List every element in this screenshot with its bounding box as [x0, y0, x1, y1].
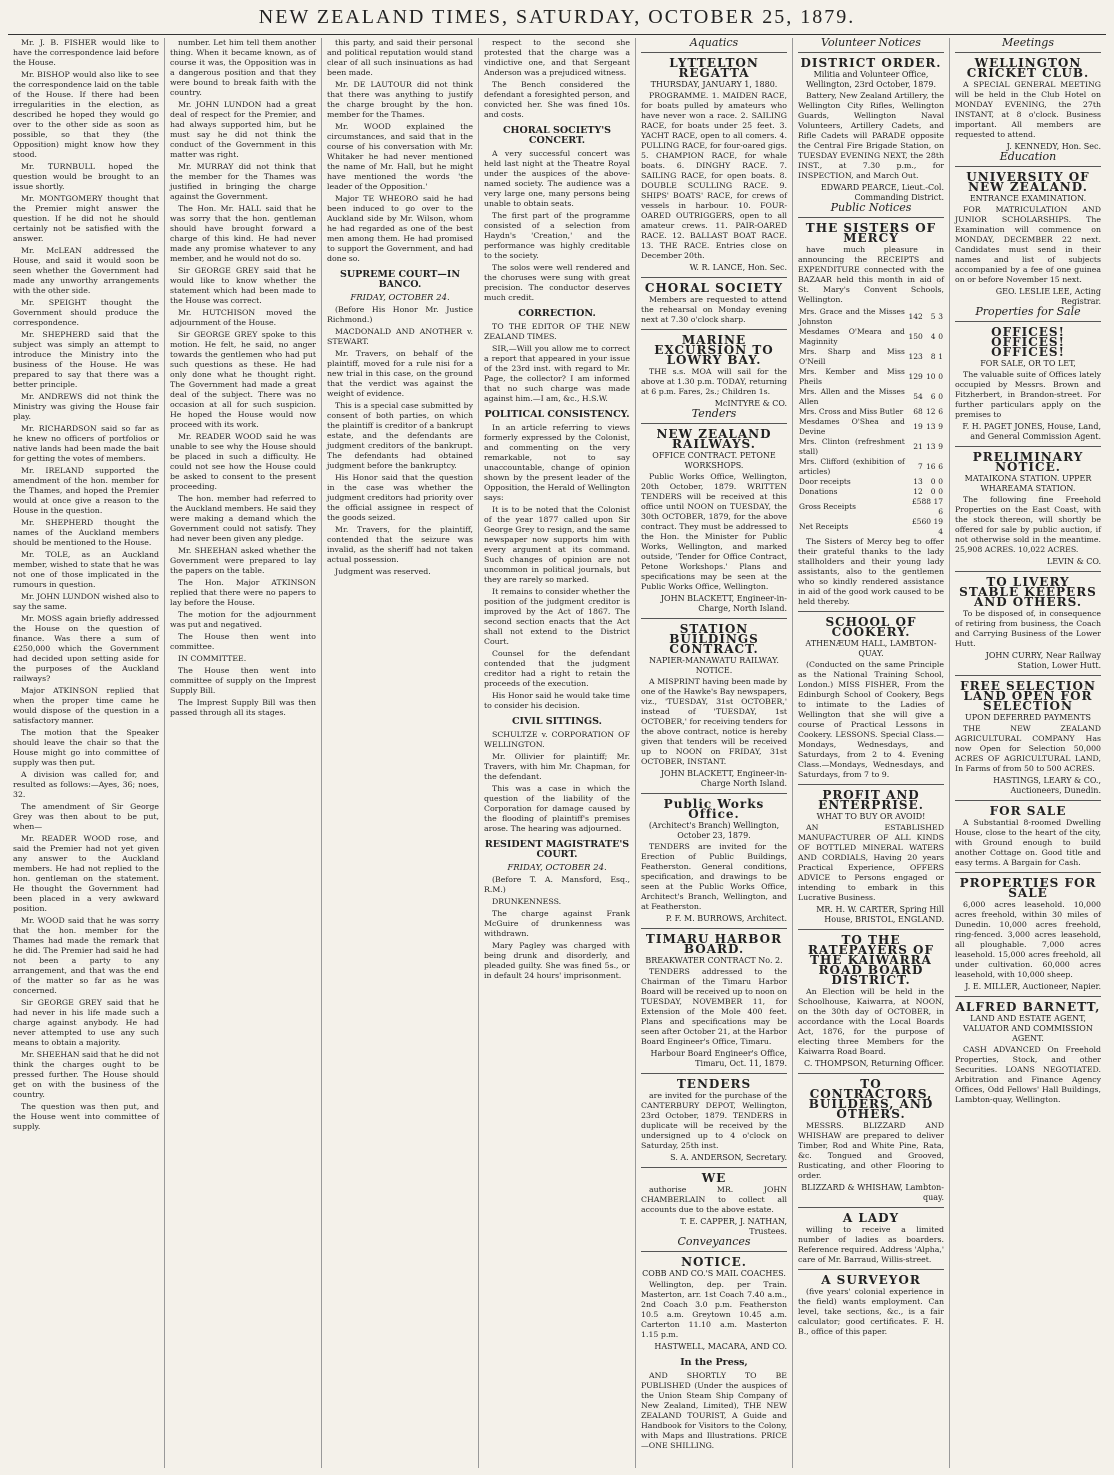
- accounts-cell: 13: [913, 477, 923, 486]
- tender-advertisement-subheading: NAPIER-MANAWATU RAILWAY. NOTICE.: [649, 656, 779, 675]
- resident-magistrate-paragraph: Mary Pagley was charged with being drunk and disorderly, and pleaded guilty. She was fined 5s., or in default 24 hours' imprisonment.: [484, 941, 630, 980]
- report-paragraph: Mr. SHEPHERD thought the names of the Auckland members should be mentioned to the House.: [13, 518, 159, 547]
- correction-paragraph: TO THE EDITOR OF THE NEW ZEALAND TIMES.: [484, 322, 630, 341]
- accounts-cell: Mrs. Cross and Miss Butler: [799, 407, 904, 416]
- meeting-advertisement-signature: J. KENNEDY, Hon. Sec.: [1006, 142, 1101, 151]
- contractors-advertisement-text: MESSRS. BLIZZARD AND WHISHAW are prepared to deliver Timber, Rod and White Pine, Rata, &c. Tongued and Grooved, Rusticating, and other Flooring to order.: [798, 1121, 944, 1180]
- accounts-cell: 9: [938, 442, 943, 451]
- political-consistency-paragraph: It remains to consider whether the position of the judgment creditor is improved by the Act of 1867. The second section enacts that the Act shall not extend to the District Court.: [484, 587, 630, 646]
- conveyance-advertisement-heading: NOTICE.: [681, 1255, 747, 1269]
- section-heading-public-notices: Public Notices: [830, 201, 912, 214]
- tender-advertisement: [641, 423, 787, 614]
- tender-advertisement-signature: Harbour Board Engineer's Office, Timaru, Oct. 11, 1879.: [650, 1049, 787, 1068]
- property-advertisement-subheading: UPON DEFERRED PAYMENTS: [965, 713, 1091, 722]
- conveyance-advertisement-text: Wellington, dep. per Train. Masterton, arr. 1st Coach 7.40 a.m., 2nd Coach 3.0 p.m. Featherston 10.5 a.m. Greytown 10.45 a.m. Carterton 11.10 a.m. Masterton 1.15 p.m.: [641, 1280, 787, 1339]
- property-advertisement: [955, 446, 1101, 567]
- property-advertisement-heading: TO LIVERY STABLE KEEPERS AND OTHERS.: [959, 575, 1097, 609]
- column-2: [164, 38, 321, 1468]
- report-paragraph: Mr. WOOD said that he was sorry that the hon. member for the Thames had made the remark that he did. The Premier had said he had not been a party to any arrangement, and that was the end of the matter so far as he was concerned.: [13, 916, 159, 995]
- property-advertisement-heading: ALFRED BARNETT,: [955, 1000, 1101, 1014]
- choral-concert-paragraph: The first part of the programme consisted of a selection from Haydn's 'Creation,' and the performance was highly creditable to the society.: [484, 211, 630, 260]
- accounts-cell: 0: [930, 477, 936, 486]
- accounts-cell: 6: [938, 462, 943, 471]
- section-heading-properties: Properties for Sale: [975, 305, 1081, 318]
- accounts-cell: 6: [930, 392, 936, 401]
- contractors-advertisement: [798, 1073, 944, 1203]
- report-paragraph: The motion for the adjournment was put and negatived.: [170, 610, 316, 629]
- accounts-cell: Mrs. Kember and Miss Pheils: [799, 367, 905, 386]
- court-paragraph: (Before His Honor Mr. Justice Richmond.): [327, 305, 473, 324]
- meeting-advertisement-text: A SPECIAL GENERAL MEETING will be held in the Club Hotel on MONDAY EVENING, the 27th INSTANT, at 8 o'clock. Business important. All members are requested to attend.: [955, 80, 1101, 139]
- column-4: [478, 38, 635, 1468]
- aquatics-advertisement: [641, 52, 787, 273]
- report-paragraph: Sir GEORGE GREY said that he had never in his life made such a charge against anybody. He had never attempted to use any such means to obtain a majority.: [13, 998, 159, 1047]
- cookery-advertisement: [798, 611, 944, 780]
- tender-advertisement-heading: Public Works Office.: [663, 797, 765, 821]
- choral-concert-paragraph: The solos were well rendered and the choruses were sung with great precision. The conductor deserves much credit.: [484, 263, 630, 302]
- civil-sittings-paragraph: Mr. Ollivier for plaintiff; Mr. Travers, with him Mr. Chapman, for the defendant.: [484, 752, 630, 781]
- lady-advertisement: [798, 1207, 944, 1265]
- tender-advertisement-text: A MISPRINT having been made by one of the Hawke's Bay newspapers, viz., 'TUESDAY, 31st OCTOBER,' instead of 'TUESDAY, 1st OCTOBER,' for receiving tenders for the above contract, notice is hereby given that tenders will be received up to NOON on FRIDAY, 31st OCTOBER, INSTANT.: [641, 677, 787, 766]
- accounts-row: [798, 347, 944, 367]
- net-receipts-row: [798, 517, 944, 537]
- accounts-cell: Donations: [799, 487, 838, 496]
- public-notice-heading: THE SISTERS OF MERCY: [805, 221, 937, 245]
- report-paragraph: IN COMMITTEE.: [178, 654, 247, 663]
- report-paragraph: Major ATKINSON replied that when the proper time came he would dispose of the question in a satisfactory manner.: [13, 686, 159, 725]
- tender-advertisement-text: TENDERS addressed to the Chairman of the Timaru Harbor Board will be received up to noon on TUESDAY, NOVEMBER 11, for Extension of the Mole 400 feet. Plans and specifications may be seen after October 21, at the Harbor Board Engineer's Office, Timaru.: [641, 967, 787, 1046]
- accounts-cell: 0: [938, 332, 943, 341]
- report-paragraph: The Imprest Supply Bill was then passed through all its stages.: [170, 698, 316, 717]
- gross-receipts-value: £588 17 6: [911, 497, 943, 516]
- property-advertisement-heading: PROPERTIES FOR SALE: [959, 876, 1097, 900]
- accounts-cell: 7: [918, 462, 923, 471]
- report-paragraph: Mr. SHEEHAN asked whether the Government were prepared to lay the papers on the table.: [170, 546, 316, 575]
- report-paragraph: Mr. READER WOOD said he was unable to see why the House should be placed in such a difficulty. He could not see how the House could be asked to consent to the present proceeding.: [170, 432, 316, 491]
- accounts-cell: Mrs. Clinton (refreshment stall): [799, 437, 905, 456]
- section-heading-aquatics: Aquatics: [689, 38, 739, 49]
- accounts-cell: 0: [930, 487, 936, 496]
- profit-advertisement-heading: PROFIT AND ENTERPRISE.: [818, 788, 924, 812]
- property-advertisement-heading: FREE SELECTION LAND OPEN FOR SELECTION: [960, 679, 1096, 713]
- tender-advertisement-text: authorise MR. JOHN CHAMBERLAIN to collect all accounts due to the above estate.: [641, 1185, 787, 1214]
- net-receipts-value: £560 19 4: [911, 517, 943, 536]
- report-paragraph: Sir GEORGE GREY spoke to this motion. He felt, he said, no anger towards the gentlemen who had put such questions as these. He had only done what he thought right. The Government had made a great deal of the subject. There was no occasion at all for such suspicion. He hoped the House would now proceed with its work.: [170, 330, 316, 429]
- report-paragraph: Major TE WHEORO said he had been induced to go over to the Auckland side by Mr. Wilson, whom he had regarded as one of the best men among them. He had promised to support the Government, and had done so.: [327, 194, 473, 263]
- accounts-cell: 0: [938, 372, 943, 381]
- property-advertisement: [955, 321, 1101, 442]
- education-advertisement-subheading: ENTRANCE EXAMINATION.: [969, 194, 1087, 203]
- tender-advertisement-subheading: OFFICE CONTRACT. PETONE WORKSHOPS.: [652, 451, 776, 470]
- education-advertisement-heading: UNIVERSITY OF NEW ZEALAND.: [966, 170, 1090, 194]
- masthead-rule: [8, 34, 1106, 35]
- cookery-advertisement-subheading: ATHENÆUM HALL, LAMBTON-QUAY.: [805, 639, 937, 658]
- accounts-cell: 1: [938, 352, 943, 361]
- accounts-row: [798, 417, 944, 437]
- resident-magistrate-paragraph: DRUNKENNESS.: [492, 897, 562, 906]
- volunteer-advertisement-signature: EDWARD PEARCE, Lieut.-Col. Commanding District.: [820, 183, 944, 202]
- aquatics-advertisement-heading: MARINE EXCURSION TO LOWRY BAY.: [654, 333, 774, 367]
- section-heading-volunteer: Volunteer Notices: [821, 38, 921, 49]
- column-7: [949, 38, 1106, 1468]
- accounts-cell: 12: [913, 487, 923, 496]
- accounts-cell: Mrs. Allen and the Misses Allen: [799, 387, 905, 406]
- education-advertisement-text: FOR MATRICULATION AND JUNIOR SCHOLARSHIPS. The Examination will commence on MONDAY, DECEMBER 22 next. Candidates must send in their names and list of subjects accompanied by a fee of one guinea on or before November 15 next.: [955, 205, 1101, 284]
- aquatics-advertisement-subheading: THURSDAY, JANUARY 1, 1880.: [650, 80, 778, 89]
- accounts-row: [798, 457, 944, 477]
- volunteer-advertisement-heading: DISTRICT ORDER.: [800, 56, 942, 70]
- property-advertisement-subheading: FOR SALE, OR TO LET,: [980, 359, 1076, 368]
- ratepayers-advertisement-text: An Election will be held in the Schoolhouse, Kaiwarra, at NOON, on the 30th day of OCTOBER, in accordance with the Local Boards Act, 1876, for the purpose of electing three Members for the Kaiwarra Road Board.: [798, 987, 944, 1056]
- accounts-row: [798, 307, 944, 327]
- correction-paragraph: SIR,—Will you allow me to correct a report that appeared in your issue of the 23rd inst. with regard to Mr. Page, the collector? I am informed that no such charge was made against him.—I am, &c., H.S.W.: [484, 344, 630, 403]
- choral-concert-heading: CHORAL SOCIETY'S CONCERT.: [502, 125, 612, 146]
- report-paragraph: The hon. member had referred to the Auckland members. He said they were making a demand which the Government could not satisfy. They had never been given any pledge.: [170, 494, 316, 543]
- tender-advertisement: [641, 1167, 787, 1237]
- lady-advertisement-text: willing to receive a limited number of ladies as boarders. Reference required. Address 'Alpha,' care of Mr. Barraud, Willis-street.: [798, 1225, 944, 1264]
- resident-magistrate-paragraph: The charge against Frank McGuire of drunkenness was withdrawn.: [484, 909, 630, 938]
- report-paragraph: Mr. WOOD explained the circumstances, and said that in the course of his conversation with Mr. Whitaker he had never mentioned the name of Mr. Hall, but he might have mentioned the words 'the leader of the Opposition.': [327, 122, 473, 191]
- ratepayers-advertisement-heading: TO THE RATEPAYERS OF THE KAIWARRA ROAD BOARD DISTRICT.: [807, 933, 935, 987]
- property-advertisement-signature: JOHN CURRY, Near Railway Station, Lower Hutt.: [985, 651, 1101, 670]
- accounts-cell: 13: [925, 442, 936, 451]
- accounts-cell: 4: [930, 332, 936, 341]
- report-paragraph: Mr. SHEPHERD said that the subject was simply an attempt to introduce the Ministry into the business of the House. He was prepared to say that there was a better principle.: [13, 330, 159, 389]
- accounts-cell: 21: [913, 442, 923, 451]
- report-paragraph: The House then went into committee.: [170, 632, 316, 651]
- surveyor-advertisement: [798, 1269, 944, 1337]
- report-paragraph: The House then went into committee of supply on the Imprest Supply Bill.: [170, 666, 316, 695]
- tender-advertisement-heading: STATION BUILDINGS CONTRACT.: [669, 622, 759, 656]
- accounts-row: [798, 367, 944, 387]
- property-advertisement-signature: F. H. PAGET JONES, House, Land, and General Commission Agent.: [962, 422, 1101, 441]
- net-receipts-label: Net Receipts: [799, 522, 849, 531]
- correction-heading: CORRECTION.: [518, 308, 596, 319]
- tender-advertisement-heading: WE: [701, 1171, 727, 1185]
- cookery-advertisement-text: (Conducted on the same Principle as the National Training School, London.) MISS FISHER, From the Edinburgh School of Cookery, Begs to intimate to the Ladies of Wellington that she will give a course of Practical Lessons in Cookery. LESSONS. Special Class.—Mondays, Wednesdays, and Saturdays, from 2 to 4. Evening Class.—Mondays, Wednesdays, and Saturdays, from 7 to 9.: [798, 660, 944, 779]
- newspaper-page: [8, 38, 1106, 1468]
- education-advertisement: [955, 166, 1101, 307]
- property-advertisement: [955, 675, 1101, 796]
- property-advertisement-signature: LEVIN & CO.: [1046, 557, 1101, 566]
- conveyance-advertisement-signature: HASTWELL, MACARA, AND CO.: [654, 1342, 787, 1351]
- report-paragraph: A division was called for, and resulted as follows:—Ayes, 36; noes, 32.: [13, 770, 159, 799]
- civil-sittings-paragraph: This was a case in which the question of the liability of the Corporation for damage caused by the flooding of plaintiff's premises arose. The hearing was adjourned.: [484, 784, 630, 833]
- property-advertisement-signature: J. E. MILLER, Auctioneer, Napier.: [965, 982, 1101, 991]
- property-advertisement-text: 6,000 acres leasehold. 10,000 acres freehold, within 30 miles of Dunedin. 10,000 acres freehold, ring-fenced. 3,000 acres leasehold, all ploughable. 7,000 acres leasehold. 15,000 acres freehold, all under cultivation. 60,000 acres leasehold, with 10,000 sheep.: [955, 900, 1101, 979]
- report-paragraph: Mr. J. B. FISHER would like to have the correspondence laid before the House.: [13, 38, 159, 67]
- aquatics-advertisement-text: THE s.s. MOA will sail for the above at 1.30 p.m. TODAY, returning at 6 p.m. Fares, 2s.; Children 1s.: [641, 367, 787, 396]
- gross-receipts-row: [798, 497, 944, 517]
- property-advertisement: [955, 872, 1101, 992]
- accounts-cell: Mrs. Grace and the Misses Johnston: [799, 307, 905, 326]
- accounts-row: [798, 387, 944, 407]
- accounts-cell: Door receipts: [799, 477, 851, 486]
- bazaar-accounts-table: [798, 307, 944, 537]
- tender-advertisement: [641, 928, 787, 1069]
- report-paragraph: Mr. JOHN LUNDON had a great deal of respect for the Premier, and had always supported him, but he must say he did not think the conduct of the Government in this matter was right.: [170, 100, 316, 159]
- accounts-cell: 9: [938, 422, 943, 431]
- court-paragraph: Mr. Travers, for the plaintiff, contended that the seizure was invalid, as the sheriff had not taken actual possession.: [327, 525, 473, 564]
- property-advertisement-text: To be disposed of, in consequence of retiring from business, the Coach and Carrying Business of the Lower Hutt.: [955, 609, 1101, 648]
- court-heading: SUPREME COURT—IN BANCO.: [339, 269, 461, 290]
- accounts-cell: 68: [913, 407, 923, 416]
- property-advertisement-heading: OFFICES! OFFICES! OFFICES!: [991, 325, 1065, 359]
- choral-concert-paragraph: A very successful concert was held last night at the Theatre Royal under the auspices of the above-named society. The audience was a very large one, many persons being unable to obtain seats.: [484, 149, 630, 208]
- section-heading-education: Education: [999, 150, 1057, 163]
- tender-advertisement-heading: TIMARU HARBOR BOARD.: [645, 932, 783, 956]
- gross-receipts-label: Gross Receipts: [799, 502, 856, 511]
- property-advertisement-text: CASH ADVANCED On Freehold Properties, Stock, and other Securities. LOANS NEGOTIATED. Arbitration and Finance Agency Offices, Odd Fellows' Hall Buildings, Lambton-quay, Wellington.: [955, 1045, 1101, 1104]
- court-paragraph: respect to the second she protested that the charge was a vindictive one, and that Sergeant Anderson was a prejudiced witness.: [484, 38, 630, 77]
- report-paragraph: The motion that the Speaker should leave the chair so that the House might go into committee of supply was then put.: [13, 728, 159, 767]
- lady-advertisement-heading: A LADY: [842, 1211, 900, 1225]
- political-consistency-paragraph: Counsel for the defendant contended that the judgment creditor had a right to retain the proceeds of the execution.: [484, 649, 630, 688]
- property-advertisement-subheading: MATAIKONA STATION. UPPER WHAREAMA STATION.: [964, 474, 1092, 493]
- accounts-cell: 10: [925, 372, 936, 381]
- section-heading-conveyances: Conveyances: [677, 1235, 751, 1248]
- accounts-cell: 142: [908, 312, 923, 321]
- masthead: NEW ZEALAND TIMES, SATURDAY, OCTOBER 25, 1879.: [258, 6, 856, 28]
- volunteer-advertisement: [798, 52, 944, 203]
- court-paragraph: The Bench considered the defendant a foresighted person, and convicted her. She was fined 10s. and costs.: [484, 80, 630, 119]
- accounts-row: [798, 327, 944, 347]
- profit-advertisement: [798, 784, 944, 925]
- accounts-cell: 0: [938, 477, 943, 486]
- report-paragraph: Mr. ANDREWS did not think the Ministry was giving the House fair play.: [13, 392, 159, 421]
- report-paragraph: Mr. DE LAUTOUR did not think that there was anything to justify the charge brought by the hon. member for the Thames.: [327, 80, 473, 119]
- press-heading: In the Press,: [680, 1357, 748, 1368]
- public-notice-text: have much pleasure in announcing the RECEIPTS and EXPENDITURE connected with the BAZAAR held this month in aid of St. Mary's Convent Schools, Wellington.: [798, 245, 944, 304]
- aquatics-advertisement-heading: CHORAL SOCIETY: [644, 281, 784, 295]
- report-paragraph: Mr. MOSS again briefly addressed the House on the question of finance. Was there a sum of £250,000 which the Government had decided upon setting aside for the purposes of the Auckland railways?: [13, 614, 159, 683]
- report-paragraph: Sir GEORGE GREY said that he would like to know whether the statement which had been made to the House was correct.: [170, 266, 316, 305]
- report-paragraph: Mr. SHEEHAN said that he did not think the charges ought to be pressed further. The House should get on with the business of the country.: [13, 1050, 160, 1099]
- aquatics-advertisement-text: PROGRAMME. 1. MAIDEN RACE, for boats pulled by amateurs who have never won a race. 2. SAILING RACE, for boats under 25 feet. 3. YACHT RACE, open to all comers. 4. PULLING RACE, for four-oared gigs. 5. CHAMPION RACE, for whale boats. 6. DINGHY RACE. 7. SAILING RACE, for open boats. 8. DOUBLE SCULLING RACE. 9. SHIPS' BOATS' RACE, for crews of vessels in harbour. 10. FOUR-OARED OUTRIGGERS, open to all amateur crews. 11. PAIR-OARED RACE. 12. BALLAST BOAT RACE. 13. THE RACE. Entries close on December 20th.: [641, 91, 787, 260]
- court-paragraph: MACDONALD AND ANOTHER v. STEWART.: [327, 327, 473, 346]
- court-date: FRIDAY, OCTOBER 24.: [350, 293, 450, 303]
- tender-advertisement-heading: TENDERS: [676, 1077, 752, 1091]
- property-advertisement-signature: HASTINGS, LEARY & CO., Auctioneers, Dunedin.: [993, 776, 1101, 795]
- resident-magistrate-heading: RESIDENT MAGISTRATE'S COURT.: [484, 839, 630, 860]
- accounts-cell: 8: [930, 352, 936, 361]
- report-paragraph: Mr. BISHOP would also like to see the correspondence laid on the table of the House. If there had been irregularities in the election, as described he hoped they would go over to the other side as soon as possible, so that they (the Opposition) might know how they stood.: [13, 70, 159, 159]
- report-paragraph: Mr. TURNBULL hoped the question would be brought to an issue shortly.: [13, 162, 159, 191]
- education-advertisement-signature: GEO. LESLIE LEE, Acting Registrar.: [995, 287, 1101, 306]
- meeting-advertisement: [955, 52, 1101, 152]
- accounts-cell: 129: [908, 372, 923, 381]
- tender-advertisement-text: Public Works Office, Wellington, 20th October, 1879. WRITTEN TENDERS will be received at this office until NOON on TUESDAY, the 30th OCTOBER, 1879, for the above contract. They must be addressed to the Hon. the Minister for Public Works, Wellington, and marked outside, 'Tender for Office Contract, Petone Workshops.' Plans and specifications may be seen at the Public Works Office, Wellington.: [641, 472, 787, 591]
- accounts-cell: Mesdames O'Meara and Maginnity: [799, 327, 905, 346]
- tender-advertisement: [641, 618, 787, 789]
- tender-advertisement-signature: T. E. CAPPER, J. NATHAN, Trustees.: [680, 1217, 787, 1236]
- report-paragraph: The Hon. Mr. HALL said that he was sorry that the hon. gentleman should have brought forward a charge of this kind. He had never made any promise whatever to any member, and he would not do so.: [170, 204, 316, 263]
- accounts-cell: Mrs. Sharp and Miss O'Neill: [799, 347, 905, 366]
- report-paragraph: Mr. MURRAY did not think that the member for the Thames was justified in bringing the charge against the Government.: [170, 162, 316, 201]
- accounts-cell: 16: [925, 462, 936, 471]
- conveyance-advertisement-subheading: COBB AND CO.'S MAIL COACHES.: [642, 1269, 786, 1278]
- accounts-cell: 6: [938, 407, 943, 416]
- political-consistency-heading: POLITICAL CONSISTENCY.: [484, 409, 630, 420]
- accounts-row: [798, 487, 944, 497]
- court-paragraph: Judgment was reserved.: [335, 567, 431, 576]
- column-1: [8, 38, 164, 1468]
- tender-advertisement-heading: NEW ZEALAND RAILWAYS.: [656, 427, 772, 451]
- aquatics-advertisement-signature: W. R. LANCE, Hon. Sec.: [689, 263, 787, 272]
- tender-advertisement-signature: S. A. ANDERSON, Secretary.: [670, 1153, 787, 1162]
- political-consistency-paragraph: It is to be noted that the Colonist of the year 1877 called upon Sir George Grey to resign, and the same newspaper now supports him with every argument at its command. Such changes of opinion are not uncommon in political journals, but they are rarely so marked.: [484, 505, 630, 584]
- column-5: [635, 38, 792, 1468]
- court-paragraph: His Honor said that the question in the case was whether the judgment creditors had priority over the official assignee in respect of the goods seized.: [327, 473, 473, 522]
- civil-sittings-heading: CIVIL SITTINGS.: [512, 716, 602, 727]
- section-heading-tenders: Tenders: [691, 407, 737, 420]
- column-6: [792, 38, 949, 1468]
- accounts-cell: Mrs. Clifford (exhibition of articles): [799, 457, 905, 476]
- sisters-thanks-text: The Sisters of Mercy beg to offer their grateful thanks to the lady stallholders and their young lady assistants, also to the gentlemen who so kindly rendered assistance in aid of the good work caused to be held thereby.: [798, 537, 944, 606]
- accounts-cell: 0: [938, 392, 943, 401]
- conveyance-advertisement: [641, 1251, 787, 1352]
- aquatics-advertisement-heading: LYTTELTON REGATTA: [669, 56, 759, 80]
- accounts-cell: 13: [925, 422, 936, 431]
- civil-sittings-paragraph: SCHULTZE v. CORPORATION OF WELLINGTON.: [484, 730, 630, 749]
- property-advertisement-text: A Substantial 8-roomed Dwelling House, close to the heart of the city, with Ground enough to build another Cottage on. Good title and easy terms. A Bargain for Cash.: [955, 818, 1101, 867]
- profit-advertisement-signature: MR. H. W. CARTER, Spring Hill House, BRISTOL, ENGLAND.: [816, 905, 944, 924]
- accounts-cell: 12: [925, 407, 936, 416]
- ratepayers-advertisement-signature: C. THOMPSON, Returning Officer.: [804, 1059, 944, 1068]
- ratepayers-advertisement: [798, 929, 944, 1069]
- report-paragraph: The amendment of Sir George Grey was then about to be put, when—: [13, 802, 159, 831]
- political-consistency-paragraph: His Honor said he would take time to consider his decision.: [484, 691, 630, 710]
- report-paragraph: Mr. SPEIGHT thought the Government should produce the correspondence.: [13, 298, 159, 327]
- report-paragraph: The question was then put, and the House went into committee of supply.: [13, 1102, 159, 1131]
- tender-advertisement-signature: P. F. M. BURROWS, Architect.: [665, 914, 787, 923]
- tender-advertisement-signature: JOHN BLACKETT, Engineer-in-Charge, North Island.: [660, 594, 787, 613]
- tender-advertisement-subheading: BREAKWATER CONTRACT No. 2.: [645, 956, 783, 965]
- report-paragraph: Mr. MONTGOMERY thought that the Premier might answer the question. If he did not he should certainly not be satisfied with the answer.: [13, 194, 159, 243]
- cookery-advertisement-heading: SCHOOL OF COOKERY.: [825, 615, 917, 639]
- contractors-advertisement-signature: BLIZZARD & WHISHAW, Lambton-quay.: [801, 1183, 944, 1202]
- tender-advertisement: [641, 793, 787, 924]
- report-paragraph: Mr. IRELAND supported the amendment of the hon. member for the Thames, and hoped the Premier would at once give a reason to the House in the question.: [13, 466, 159, 515]
- property-advertisement-subheading: LAND AND ESTATE AGENT, VALUATOR AND COMMISSION AGENT.: [963, 1014, 1093, 1043]
- resident-magistrate-paragraph: (Before T. A. Mansford, Esq., R.M.): [484, 875, 630, 894]
- contractors-advertisement-heading: TO CONTRACTORS, BUILDERS, AND OTHERS.: [808, 1077, 934, 1121]
- court-paragraph: Mr. Travers, on behalf of the plaintiff, moved for a rule nisi for a new trial in this case, on the ground that the verdict was against the weight of evidence.: [327, 349, 473, 398]
- property-advertisement: [955, 571, 1101, 671]
- property-advertisement: [955, 800, 1101, 868]
- accounts-cell: Mesdames O'Shea and Devine: [799, 417, 905, 436]
- property-advertisement-heading: PRELIMINARY NOTICE.: [972, 450, 1084, 474]
- report-paragraph: Mr. JOHN LUNDON wished also to say the same.: [13, 592, 159, 611]
- volunteer-advertisement-text: Battery, New Zealand Artillery, the Wellington City Rifles, Wellington Guards, Wellington Naval Volunteers, Artillery Cadets, and Rifle Cadets will PARADE opposite the Central Fire Brigade Station, on TUESDAY EVENING NEXT, the 28th INST., at 7.30 p.m., for INSPECTION, and March Out.: [798, 91, 944, 180]
- profit-advertisement-text: AN ESTABLISHED MANUFACTURER OF ALL KINDS OF BOTTLED MINERAL WATERS AND CORDIALS, Having 20 years Practical Experience, OFFERS ADVICE to Persons engaged or intending to embark in this Lucrative Business.: [798, 823, 944, 902]
- tender-advertisement: [641, 1073, 787, 1163]
- accounts-row: [798, 437, 944, 457]
- accounts-cell: 5: [930, 312, 936, 321]
- accounts-cell: 3: [938, 312, 943, 321]
- resident-magistrate-date: FRIDAY, OCTOBER 24.: [507, 863, 607, 873]
- accounts-cell: 54: [913, 392, 923, 401]
- property-advertisement-text: The valuable suite of Offices lately occupied by Messrs. Brown and Fitzherbert, in Brandon-street. For further particulars apply on the premises to: [955, 370, 1101, 419]
- report-paragraph: Mr. McLEAN addressed the House, and said it would soon be seen whether the Government had made any unworthy arrangements with the other side.: [13, 246, 159, 295]
- surveyor-advertisement-heading: A SURVEYOR: [821, 1273, 921, 1287]
- aquatics-advertisement: [641, 277, 787, 325]
- report-paragraph: Mr. READER WOOD rose, and said the Premier had not yet given any answer to the Auckland members. He had not replied to the hon. gentleman on the statement. He thought the Government had been placed in a very awkward position.: [13, 834, 159, 913]
- aquatics-advertisement-signature: McINTYRE & CO.: [714, 399, 787, 408]
- surveyor-advertisement-text: (five years' colonial experience in the field) wants employment. Can level, take sections, &c., is a fair calculator; good certificates. F. H. B., office of this paper.: [798, 1287, 944, 1336]
- volunteer-advertisement-subheading: Militia and Volunteer Office, Wellington, 23rd October, 1879.: [805, 70, 937, 89]
- accounts-cell: 150: [908, 332, 923, 341]
- report-paragraph: number. Let him tell them another thing. When it became known, as of course it was, the Opposition was in a dangerous position and that they were bound to break faith with the country.: [170, 38, 316, 97]
- report-paragraph: Mr. HUTCHISON moved the adjournment of the House.: [170, 308, 316, 327]
- accounts-cell: 0: [938, 487, 943, 496]
- tender-advertisement-subheading: (Architect's Branch) Wellington, October 23, 1879.: [648, 821, 780, 840]
- public-notice: [798, 217, 944, 305]
- press-text: AND SHORTLY TO BE PUBLISHED (Under the auspices of the Union Steam Ship Company of New Zealand, Limited), THE NEW ZEALAND TOURIST, A Guide and Handbook for Visitors to the Colony, with Maps and Illustrations. PRICE—ONE SHILLING.: [641, 1371, 787, 1450]
- property-advertisement: [955, 996, 1101, 1105]
- property-advertisement-heading: FOR SALE: [989, 804, 1067, 818]
- political-consistency-paragraph: In an article referring to views formerly expressed by the Colonist, and commenting on the very remarkable, not to say unaccountable, change of opinion shown by the present leader of the Opposition, the Herald of Wellington says:: [484, 423, 630, 502]
- tender-advertisement-text: are invited for the purchase of the CANTERBURY DEPOT, Wellington, 23rd October, 1879. TENDERS in duplicate will be received by the undersigned up to 4 o'clock on Saturday, 25th inst.: [641, 1091, 787, 1150]
- report-paragraph: Mr. TOLE, as an Auckland member, wished to state that he was not one of those implicated in the rumours in question.: [13, 550, 159, 589]
- property-advertisement-text: The following fine Freehold Properties on the East Coast, with the stock thereon, will shortly be offered for sale by public auction, if not otherwise sold in the meantime. 25,908 ACRES. 10,022 ACRES.: [955, 495, 1101, 554]
- tender-advertisement-text: TENDERS are invited for the Erection of Public Buildings, Featherston. General conditions, specification, and drawings to be seen at the Public Works Office, Architect's Branch, Wellington, and at Featherston.: [641, 842, 787, 911]
- accounts-row: [798, 477, 944, 487]
- accounts-cell: 123: [908, 352, 923, 361]
- property-advertisement-text: THE NEW ZEALAND AGRICULTURAL COMPANY Has now Open for Selection 50,000 ACRES OF AGRICULTURAL LAND, In Farms of from 50 to 500 ACRES.: [955, 724, 1101, 773]
- aquatics-advertisement-text: Members are requested to attend the rehearsal on Monday evening next at 7.30 o'clock sharp.: [641, 295, 787, 324]
- accounts-cell: 19: [913, 422, 923, 431]
- report-paragraph: Mr. RICHARDSON said so far as he knew no officers of portfolios or native lands had been made the bait for getting the votes of members.: [13, 424, 159, 463]
- tender-advertisement-signature: JOHN BLACKETT, Engineer-in-Charge North Island.: [660, 769, 787, 788]
- report-paragraph: The Hon. Major ATKINSON replied that there were no papers to lay before the House.: [170, 578, 316, 607]
- section-heading-meetings: Meetings: [1002, 38, 1054, 49]
- accounts-row: [798, 407, 944, 417]
- aquatics-advertisement: [641, 329, 787, 409]
- report-paragraph: this party, and said their personal and political reputation would stand clear of all such insinuations as had been made.: [327, 38, 473, 77]
- profit-advertisement-subheading: WHAT TO BUY OR AVOID!: [816, 812, 926, 821]
- court-paragraph: This is a special case submitted by consent of both parties, on which the plaintiff is creditor of a bankrupt estate, and the defendants are judgment creditors of the bankrupt. The defendants had obtained judgment before the bankruptcy.: [327, 401, 473, 470]
- column-3: [321, 38, 478, 1468]
- meeting-advertisement-heading: WELLINGTON CRICKET CLUB.: [966, 56, 1090, 80]
